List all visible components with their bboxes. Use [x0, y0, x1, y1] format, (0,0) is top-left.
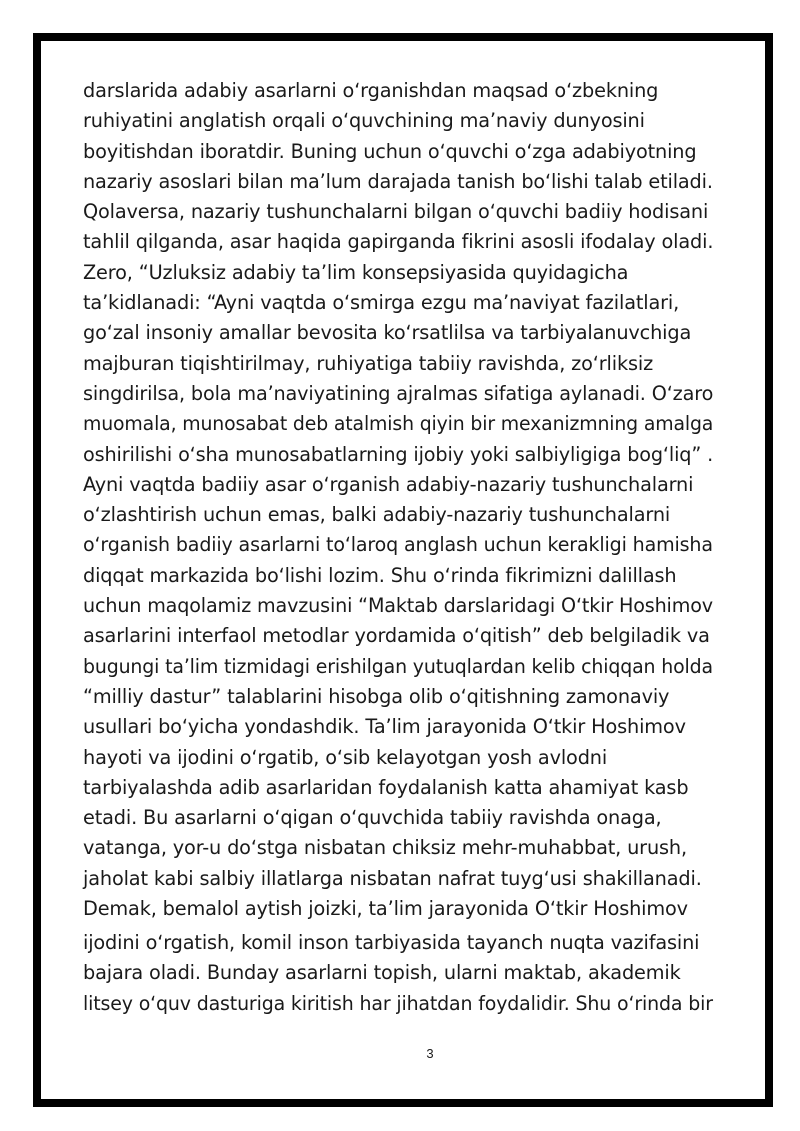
text-line: vatanga, yor-u doʻstga nisbatan chiksiz mehr-muhabbat, urush, — [83, 836, 687, 860]
body-text-block-continuation — [83, 928, 713, 1019]
text-line: ijodini oʻrgatish, komil inson tarbiyasida tayanch nuqta vazifasini — [83, 931, 700, 954]
text-line: hayoti va ijodini oʻrgatib, oʻsib kelayotgan yosh avlodni — [83, 745, 608, 769]
text-line: singdirilsa, bola maʼnaviyatining ajralmas sifatiga aylanadi. Oʻzaro — [83, 381, 714, 405]
text-line: darslarida adabiy asarlarni oʻrganishdan maqsad oʻzbekning — [83, 79, 659, 102]
text-line: oshirilishi oʻsha munosabatlarning ijobiy yoki salbiyligiga bogʻliq” . — [83, 442, 714, 466]
text-line: Zero, “Uzluksiz adabiy taʼlim konsepsiyasida quyidagicha — [83, 260, 629, 284]
text-line: bajara oladi. Bunday asarlarni topish, ularni maktab, akademik — [83, 961, 681, 985]
text-line: Demak, bemalol aytish joizki, taʼlim jarayonida Oʻtkir Hoshimov — [83, 897, 688, 921]
text-line: ruhiyatini anglatish orqali oʻquvchining maʼnaviy dunyosini — [83, 109, 645, 133]
text-line: majburan tiqishtirilmay, ruhiyatiga tabiiy ravishda, zoʻrliksiz — [83, 351, 654, 375]
text-line: usullari boʻyicha yondashdik. Taʼlim jarayonida Oʻtkir Hoshimov — [83, 715, 686, 739]
text-line: boyitishdan iboratdir. Buning uchun oʻquvchi oʻzga adabiyotning — [83, 139, 697, 163]
body-text-block-main — [83, 76, 713, 924]
text-line: nazariy asoslari bilan maʼlum darajada tanish boʻlishi talab etiladi. — [83, 169, 713, 193]
text-line: taʼkidlanadi: “Ayni vaqtda oʻsmirga ezgu maʼnaviyat fazilatlari, — [83, 291, 680, 315]
text-line: diqqat markazida boʻlishi lozim. Shu oʻrinda fikrimizni dalillash — [83, 563, 677, 587]
text-line: etadi. Bu asarlarni oʻqigan oʻquvchida tabiiy ravishda onaga, — [83, 806, 662, 830]
text-line: goʻzal insoniy amallar bevosita koʻrsatlilsa va tarbiyalanuvchiga — [83, 321, 692, 345]
text-line: tarbiyalashda adib asarlaridan foydalanish katta ahamiyat kasb — [83, 775, 689, 799]
text-line: litsey oʻquv dasturiga kiritish har jihatdan foydalidir. Shu oʻrinda bir — [83, 991, 713, 1015]
text-line: tahlil qilganda, asar haqida gapirganda fikrini asosli ifodalay oladi. — [83, 230, 714, 254]
text-line: oʻzlashtirish uchun emas, balki adabiy-nazariy tushunchalarni — [83, 503, 671, 527]
page-number: 3 — [426, 1046, 434, 1061]
text-line: oʻrganish badiiy asarlarni toʻlaroq anglash uchun kerakligi hamisha — [83, 533, 713, 557]
text-line: Ayni vaqtda badiiy asar oʻrganish adabiy-nazariy tushunchalarni — [83, 472, 694, 496]
text-line: Qolaversa, nazariy tushunchalarni bilgan oʻquvchi badiiy hodisani — [83, 200, 709, 224]
text-line: “milliy dastur” talablarini hisobga olib oʻqitishning zamonaviy — [83, 684, 670, 708]
text-line: bugungi taʼlim tizmidagi erishilgan yutuqlardan kelib chiqqan holda — [83, 654, 713, 678]
text-line: uchun maqolamiz mavzusini “Maktab darslaridagi Oʻtkir Hoshimov — [83, 594, 713, 618]
text-line: jaholat kabi salbiy illatlarga nisbatan nafrat tuygʻusi shakillanadi. — [83, 866, 702, 890]
text-line: asarlarini interfaol metodlar yordamida oʻqitish” deb belgiladik va — [83, 624, 710, 648]
text-line: muomala, munosabat deb atalmish qiyin bir mexanizmning amalga — [83, 412, 714, 436]
